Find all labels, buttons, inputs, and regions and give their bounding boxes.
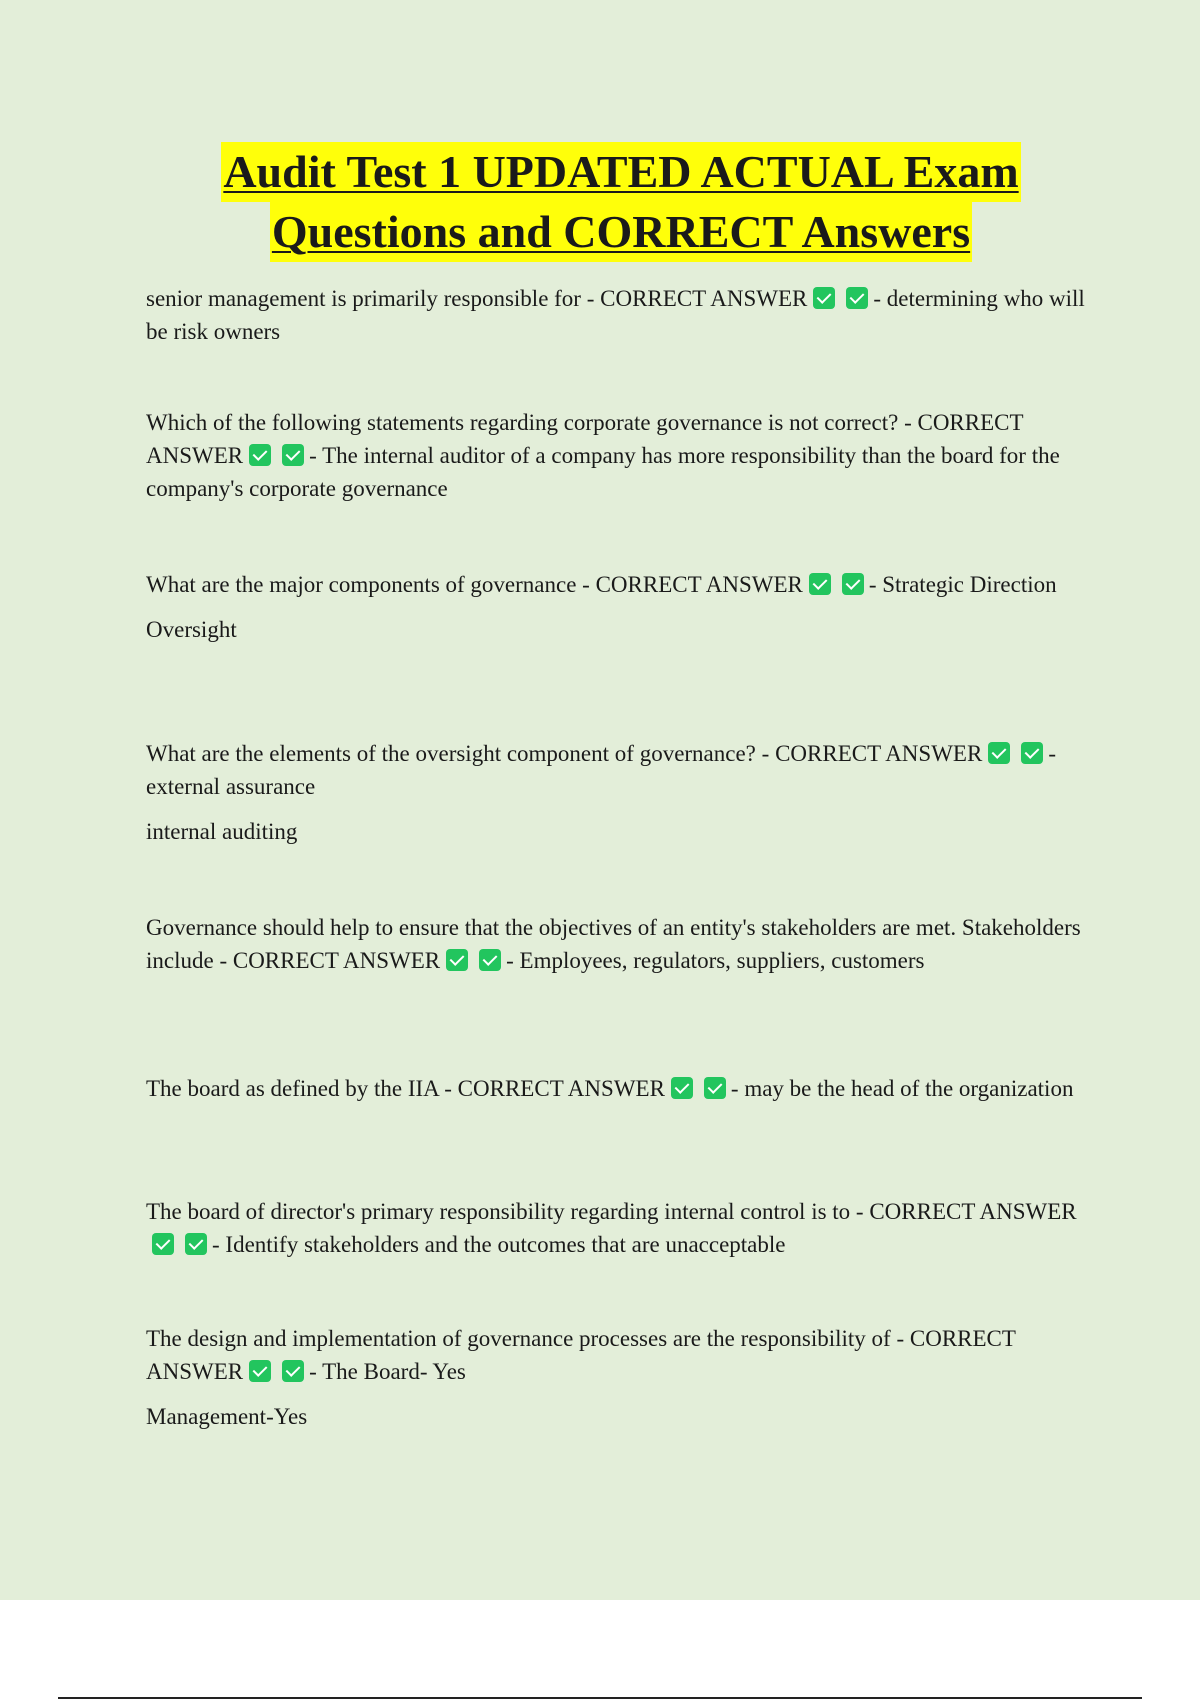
- check-icon: [1021, 742, 1043, 764]
- question-text: senior management is primarily responsible for -: [146, 286, 601, 311]
- answer-extra-line: internal auditing: [146, 819, 298, 844]
- question-text: Which of the following statements regarding corporate governance is not correct? -: [146, 410, 918, 435]
- qa-text: [146, 1195, 1096, 1261]
- question-text: The board of director's primary responsibility regarding internal control is to -: [146, 1199, 870, 1224]
- question-text: Governance should help to ensure that the objectives of an entity's stakeholders are met. Stakeholders include -: [146, 915, 1081, 973]
- qa-item: [146, 1072, 1096, 1105]
- answer-marker: CORRECT ANSWER: [232, 948, 441, 973]
- qa-text: [146, 1322, 1096, 1388]
- answer-marker: CORRECT ANSWER: [595, 572, 803, 597]
- answer-text: - Employees, regulators, suppliers, customers: [506, 948, 925, 973]
- check-icon: [846, 287, 868, 309]
- footer-divider: [58, 1697, 1142, 1699]
- answer-marker: CORRECT ANSWER: [869, 1199, 1077, 1224]
- answer-marker: CORRECT ANSWER: [146, 410, 1024, 468]
- check-icon: [282, 1360, 304, 1382]
- qa-item: [146, 737, 1096, 848]
- answer-extra-line: Oversight: [146, 617, 237, 642]
- answer-text: - The Board- Yes: [309, 1359, 466, 1384]
- check-icon: [988, 742, 1010, 764]
- qa-item: [146, 282, 1096, 348]
- qa-item: [146, 568, 1096, 646]
- answer-marker: CORRECT ANSWER: [600, 286, 808, 311]
- question-text: The board as defined by the IIA -: [146, 1076, 458, 1101]
- qa-text: [146, 406, 1096, 505]
- question-text: The design and implementation of governance processes are the responsibility of -: [146, 1326, 910, 1351]
- check-icon: [704, 1077, 726, 1099]
- qa-item: [146, 1322, 1096, 1433]
- answer-text: - The internal auditor of a company has more responsibility than the board for the company's corporate governance: [146, 443, 1060, 501]
- qa-text: [146, 282, 1096, 348]
- check-icon: [282, 444, 304, 466]
- check-icon: [249, 444, 271, 466]
- answer-text: - may be the head of the organization: [730, 1076, 1074, 1101]
- check-icon: [446, 949, 468, 971]
- title-line-2: Questions and CORRECT Answers: [270, 202, 972, 262]
- qa-item: [146, 406, 1096, 505]
- answer-extra-line: Management-Yes: [146, 1404, 308, 1429]
- question-text: What are the elements of the oversight component of governance? -: [146, 741, 776, 766]
- answer-text: - determining who will be risk owners: [146, 286, 1085, 344]
- answer-text: - external assurance: [146, 741, 1056, 799]
- check-icon: [479, 949, 501, 971]
- title-line-1: Audit Test 1 UPDATED ACTUAL Exam: [221, 142, 1020, 202]
- qa-item: [146, 911, 1096, 977]
- answer-text: - Strategic Direction: [868, 572, 1057, 597]
- check-icon: [152, 1233, 174, 1255]
- check-icon: [809, 573, 831, 595]
- check-icon: [185, 1233, 207, 1255]
- question-text: What are the major components of governance -: [146, 572, 596, 597]
- document-title: [146, 142, 1096, 262]
- check-icon: [671, 1077, 693, 1099]
- qa-text: [146, 568, 1096, 601]
- answer-marker: CORRECT ANSWER: [775, 741, 983, 766]
- check-icon: [842, 573, 864, 595]
- check-icon: [813, 287, 835, 309]
- check-icon: [249, 1360, 271, 1382]
- answer-marker: CORRECT ANSWER: [146, 1326, 1016, 1384]
- qa-text: [146, 737, 1096, 803]
- answer-text: - Identify stakeholders and the outcomes that are unacceptable: [212, 1232, 786, 1257]
- qa-item: [146, 1195, 1096, 1261]
- qa-text: [146, 911, 1096, 977]
- answer-marker: CORRECT ANSWER: [457, 1076, 665, 1101]
- qa-text: [146, 1072, 1096, 1105]
